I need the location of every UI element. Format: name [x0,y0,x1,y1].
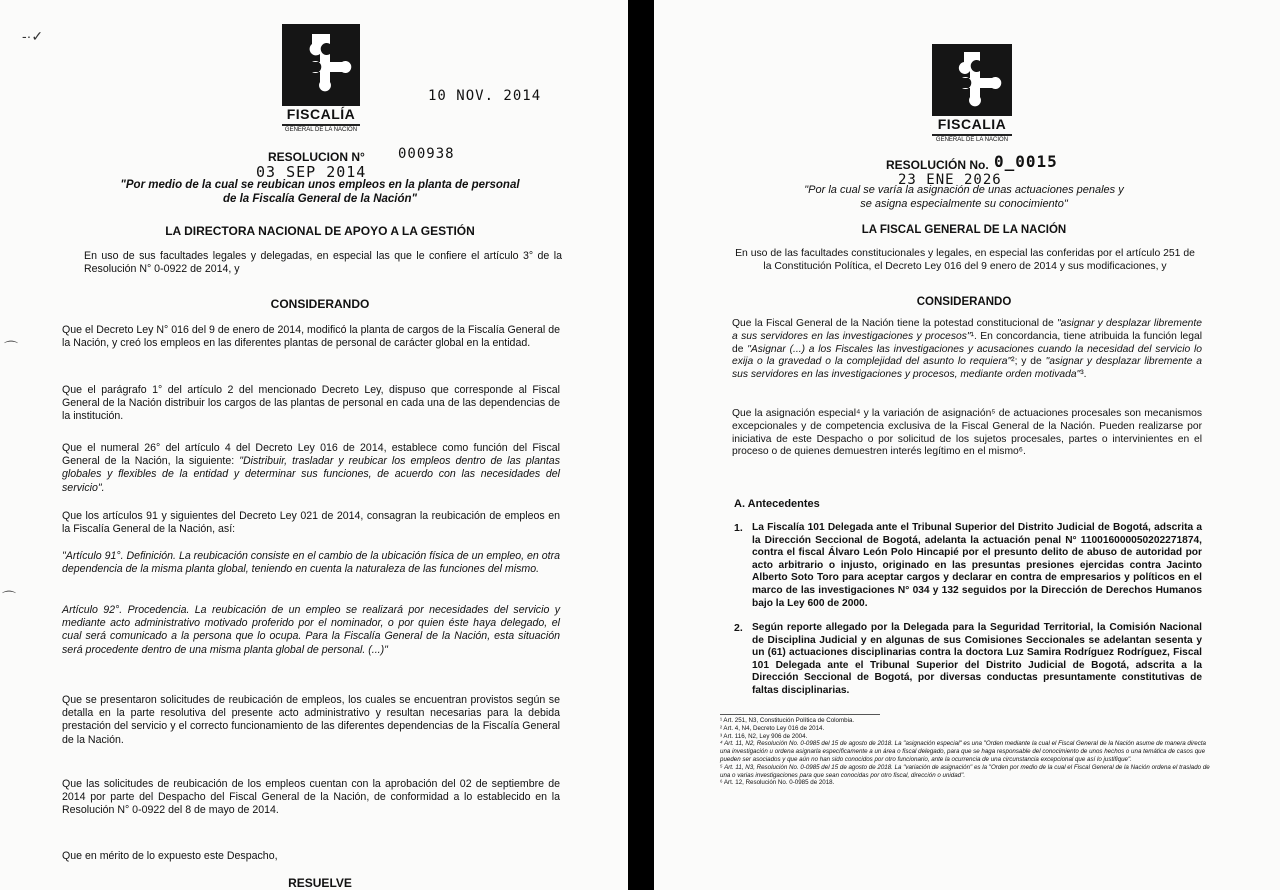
resolution-label: RESOLUCIÓN No. [886,158,989,172]
logo-name: FISCALIA [937,116,1007,132]
p1-text-g: ³. [1080,369,1087,381]
logo-subtitle: GENERAL DE LA NACIÓN [932,134,1012,143]
resolution-date: 03 SEP 2014 [256,163,367,181]
puzzle-logo-icon [282,24,360,106]
paragraph-4: Que los artículos 91 y siguientes del Decreto Ley 021 de 2014, consagran la reubicación de empleos en la Fiscalía General de la Nación, así: [62,510,560,536]
preamble: En uso de las facultades constitucionales y legales, en especial las conferidas por el artículo 251 de la Constitución Política, el Decreto Ley 016 del 9 enero de 2014 y sus modificaciones, y [735,248,1195,273]
footnote-separator [720,714,880,715]
resolution-date: 23 ENE 2026 [898,172,1002,188]
title-line-1: "Por la cual se varía la asignación de unas actuaciones penales y [804,184,1124,196]
footnote-5: ⁵ Art. 11, N3, Resolución No. 0-0985 del 15 de agosto de 2018. La "variación de asignación" es la "Orden por medio de la cual el Fiscal General de la Nación ordena el traslado de una o varias investigaciones para que sean conocidas por otro fiscal, dirección o unidad". [720,763,1210,779]
resolution-title [80,178,560,206]
section-a-heading: A. Antecedentes [734,498,820,510]
p1-text-c: ¹. En concordancia, tiene atribuida la función legal de [732,330,1202,355]
scan-mark: ⌒ [4,340,18,356]
title-line-1: "Por medio de la cual se reubican unos empleos en la planta de personal [120,179,520,191]
paragraph-1 [732,318,1202,382]
footnote-3: ³ Art. 116, N2, Ley 906 de 2004. [720,732,808,740]
logo-subtitle: GENERAL DE LA NACIÓN [282,124,360,133]
paragraph-3-text: Que el numeral 26° del artículo 4 del Decreto Ley 016 de 2014, establece como función del Fiscal General de la Nación, la siguiente: [62,442,560,468]
item-2: Según reporte allegado por la Delegada para la Seguridad Territorial, la Comisión Nacional de Disciplina Judicial y en algunas de sus Comisiones Seccionales se adelantan sesenta y un (61) actuaciones disciplinarias contra la doctora Luz Samira Rodríguez Rodríguez, Fiscal 101 Delegada ante el Tribunal Superior del Distrito Judicial de Bogotá, adscrita a la Dirección Seccional de Bogotá, por diversas conductas presuntamente constitutivas de faltas disciplinarias. [752,622,1202,696]
paragraph-7: Que en mérito de lo expuesto este Despacho, [62,850,278,862]
authority-heading: LA DIRECTORA NACIONAL DE APOYO A LA GESTIÓN [165,224,475,238]
resolution-title [724,184,1204,211]
logo-name: FISCALÍA [286,106,356,122]
quote-article-92: Artículo 92°. Procedencia. La reubicación de un empleo se realizará por necesidades del servicio y mediante acto administrativo motivado proferido por el nominador, o por quien éste haya delegado, el cual será comunicado a la persona que lo ocupa. Para la Fiscalía General de la Nación, esta situación será procedente dentro de una misma planta global de personal. (...)" [62,604,560,656]
paragraph-2: Que la asignación especial⁴ y la variación de asignación⁵ de actuaciones procesales son mecanismos excepcionales y de competencia exclusiva de la Fiscal General de la Nación. Pueden realizarse por iniciativa de este Despacho o por solicitud de los sujetos procesales, partes o intervinientes en el proceso o de quienes demuestren interés legítimo en el mismo⁶. [732,408,1202,458]
title-line-2: se asigna especialmente su conocimiento" [860,197,1068,210]
p1-quote-b: "asignar y desplazar libremente a sus servidores en las investigaciones y procesos" [732,318,1202,342]
paragraph-5: Que se presentaron solicitudes de reubicación de empleos, los cuales se encuentran provistos según se detalla en la parte resolutiva del presente acto administrativo y resultan necesarias para la debida prestación del servicio y el correcto funcionamiento de las diferentes dependencias de la Fiscalía General de la Nación. [62,694,560,746]
footnotes [720,717,1210,787]
resolution-number: 0_0015 [994,152,1058,171]
preamble: En uso de sus facultades legales y delegadas, en especial las que le confiere el artículo 3° de la Resolución N° 0-0922 de 2014, y [84,250,562,276]
p1-quote-f: "asignar y desplazar libremente a sus servidores en las investigaciones y procesos, mediante orden motivada" [732,356,1202,381]
puzzle-logo-icon [932,44,1012,116]
item-1-number: 1. [734,522,743,534]
considering-heading: CONSIDERANDO [916,296,1012,308]
quote-article-91: "Artículo 91°. Definición. La reubicación consiste en el cambio de la ubicación física de un empleo, en otra dependencia de la misma planta global, teniendo en cuenta la naturaleza de las funciones del mismo. [62,550,560,576]
p1-quote-d: "Asignar (...) a los Fiscales las investigaciones y acusaciones cuando la necesidad del servicio lo exija o la gravedad o la complejidad del asunto lo requiera" [732,343,1202,368]
resolution-label: RESOLUCION N° [268,150,365,164]
left-document-page [0,0,628,890]
considering-heading: CONSIDERANDO [270,297,370,311]
p1-text-a: Que la Fiscal General de la Nación tiene la potestad constitucional de [732,318,1057,329]
paragraph-1: Que el Decreto Ley N° 016 del 9 de enero de 2014, modificó la planta de cargos de la Fiscalía General de la Nación, y creó los empleos en las diferentes plantas de personal de carácter global en la entidad. [62,324,560,350]
footnote-6: ⁶ Art. 12, Resolución No. 0-0985 de 2018. [720,779,835,787]
paragraph-3 [62,442,560,495]
title-line-2: de la Fiscalía General de la Nación" [222,193,417,205]
footnote-2: ² Art. 4, N4, Decreto Ley 016 de 2014. [720,724,825,732]
scan-mark: -·✓ [22,28,44,44]
footnote-4: ⁴ Art. 11, N2, Resolución No. 0-0985 del 15 de agosto de 2018. La "asignación especial" es una "Orden mediante la cual el Fiscal General de la Nación asume de manera directa una investigación u ordena asignarla específicamente a un área o fiscal delegado, para que se haga responsable del conocimiento de unos hechos o una temática de casos que pueden ser asociados y que aún no han sido conocidos por otro funcionario, ante la ocurrencia de una circunstancia excepcional que así lo justifique". [720,740,1206,763]
p1-text-e: ²; y de [1011,356,1046,368]
authority-heading: LA FISCAL GENERAL DE LA NACIÓN [861,224,1067,236]
item-1: La Fiscalía 101 Delegada ante el Tribunal Superior del Distrito Judicial de Bogotá, adscrita a la Dirección Seccional de Bogotá, adelanta la actuación penal N° 110016000050202271874, contra el fiscal Álvaro León Polo Hincapié por el presunto delito de abuso de autoridad por acto arbitrario o injusto, originado en las presuntas presiones ejercidas contra Jacinto Alberto Soto Toro para aceptar cargos y declarar en contra de empresarios y políticos en el marco de las investigaciones N° 034 y 132 seguidos por la Dirección de Derechos Humanos bajo la Ley 600 de 2000. [752,522,1202,609]
paragraph-2: Que el parágrafo 1° del artículo 2 del mencionado Decreto Ley, dispuso que corresponde al Fiscal General de la Nación distribuir los cargos de las plantas de personal en cada una de las dependencias de la institución. [62,384,560,423]
scan-mark: ⌒ [2,590,16,606]
paragraph-3-quote: "Distribuir, trasladar y reubicar los empleos dentro de las plantas globales y flexibles de la entidad y determinar sus funciones, de acuerdo con las necesidades del servicio". [62,455,560,494]
footnote-1: ¹ Art. 251, N3, Constitución Política de Colombia. [720,717,855,724]
right-document-page [654,0,1280,890]
paragraph-6: Que las solicitudes de reubicación de los empleos cuentan con la aprobación del 02 de septiembre de 2014 por parte del Despacho del Fiscal General de la Nación, de conformidad a lo establecido en la Resolución N° 0-0922 del 8 de mayo de 2014. [62,778,560,817]
date-stamp: 10 NOV. 2014 [428,88,542,104]
item-2-number: 2. [734,622,743,634]
resolution-number: 000938 [398,146,455,162]
resolves-heading: RESUELVE [288,876,352,890]
